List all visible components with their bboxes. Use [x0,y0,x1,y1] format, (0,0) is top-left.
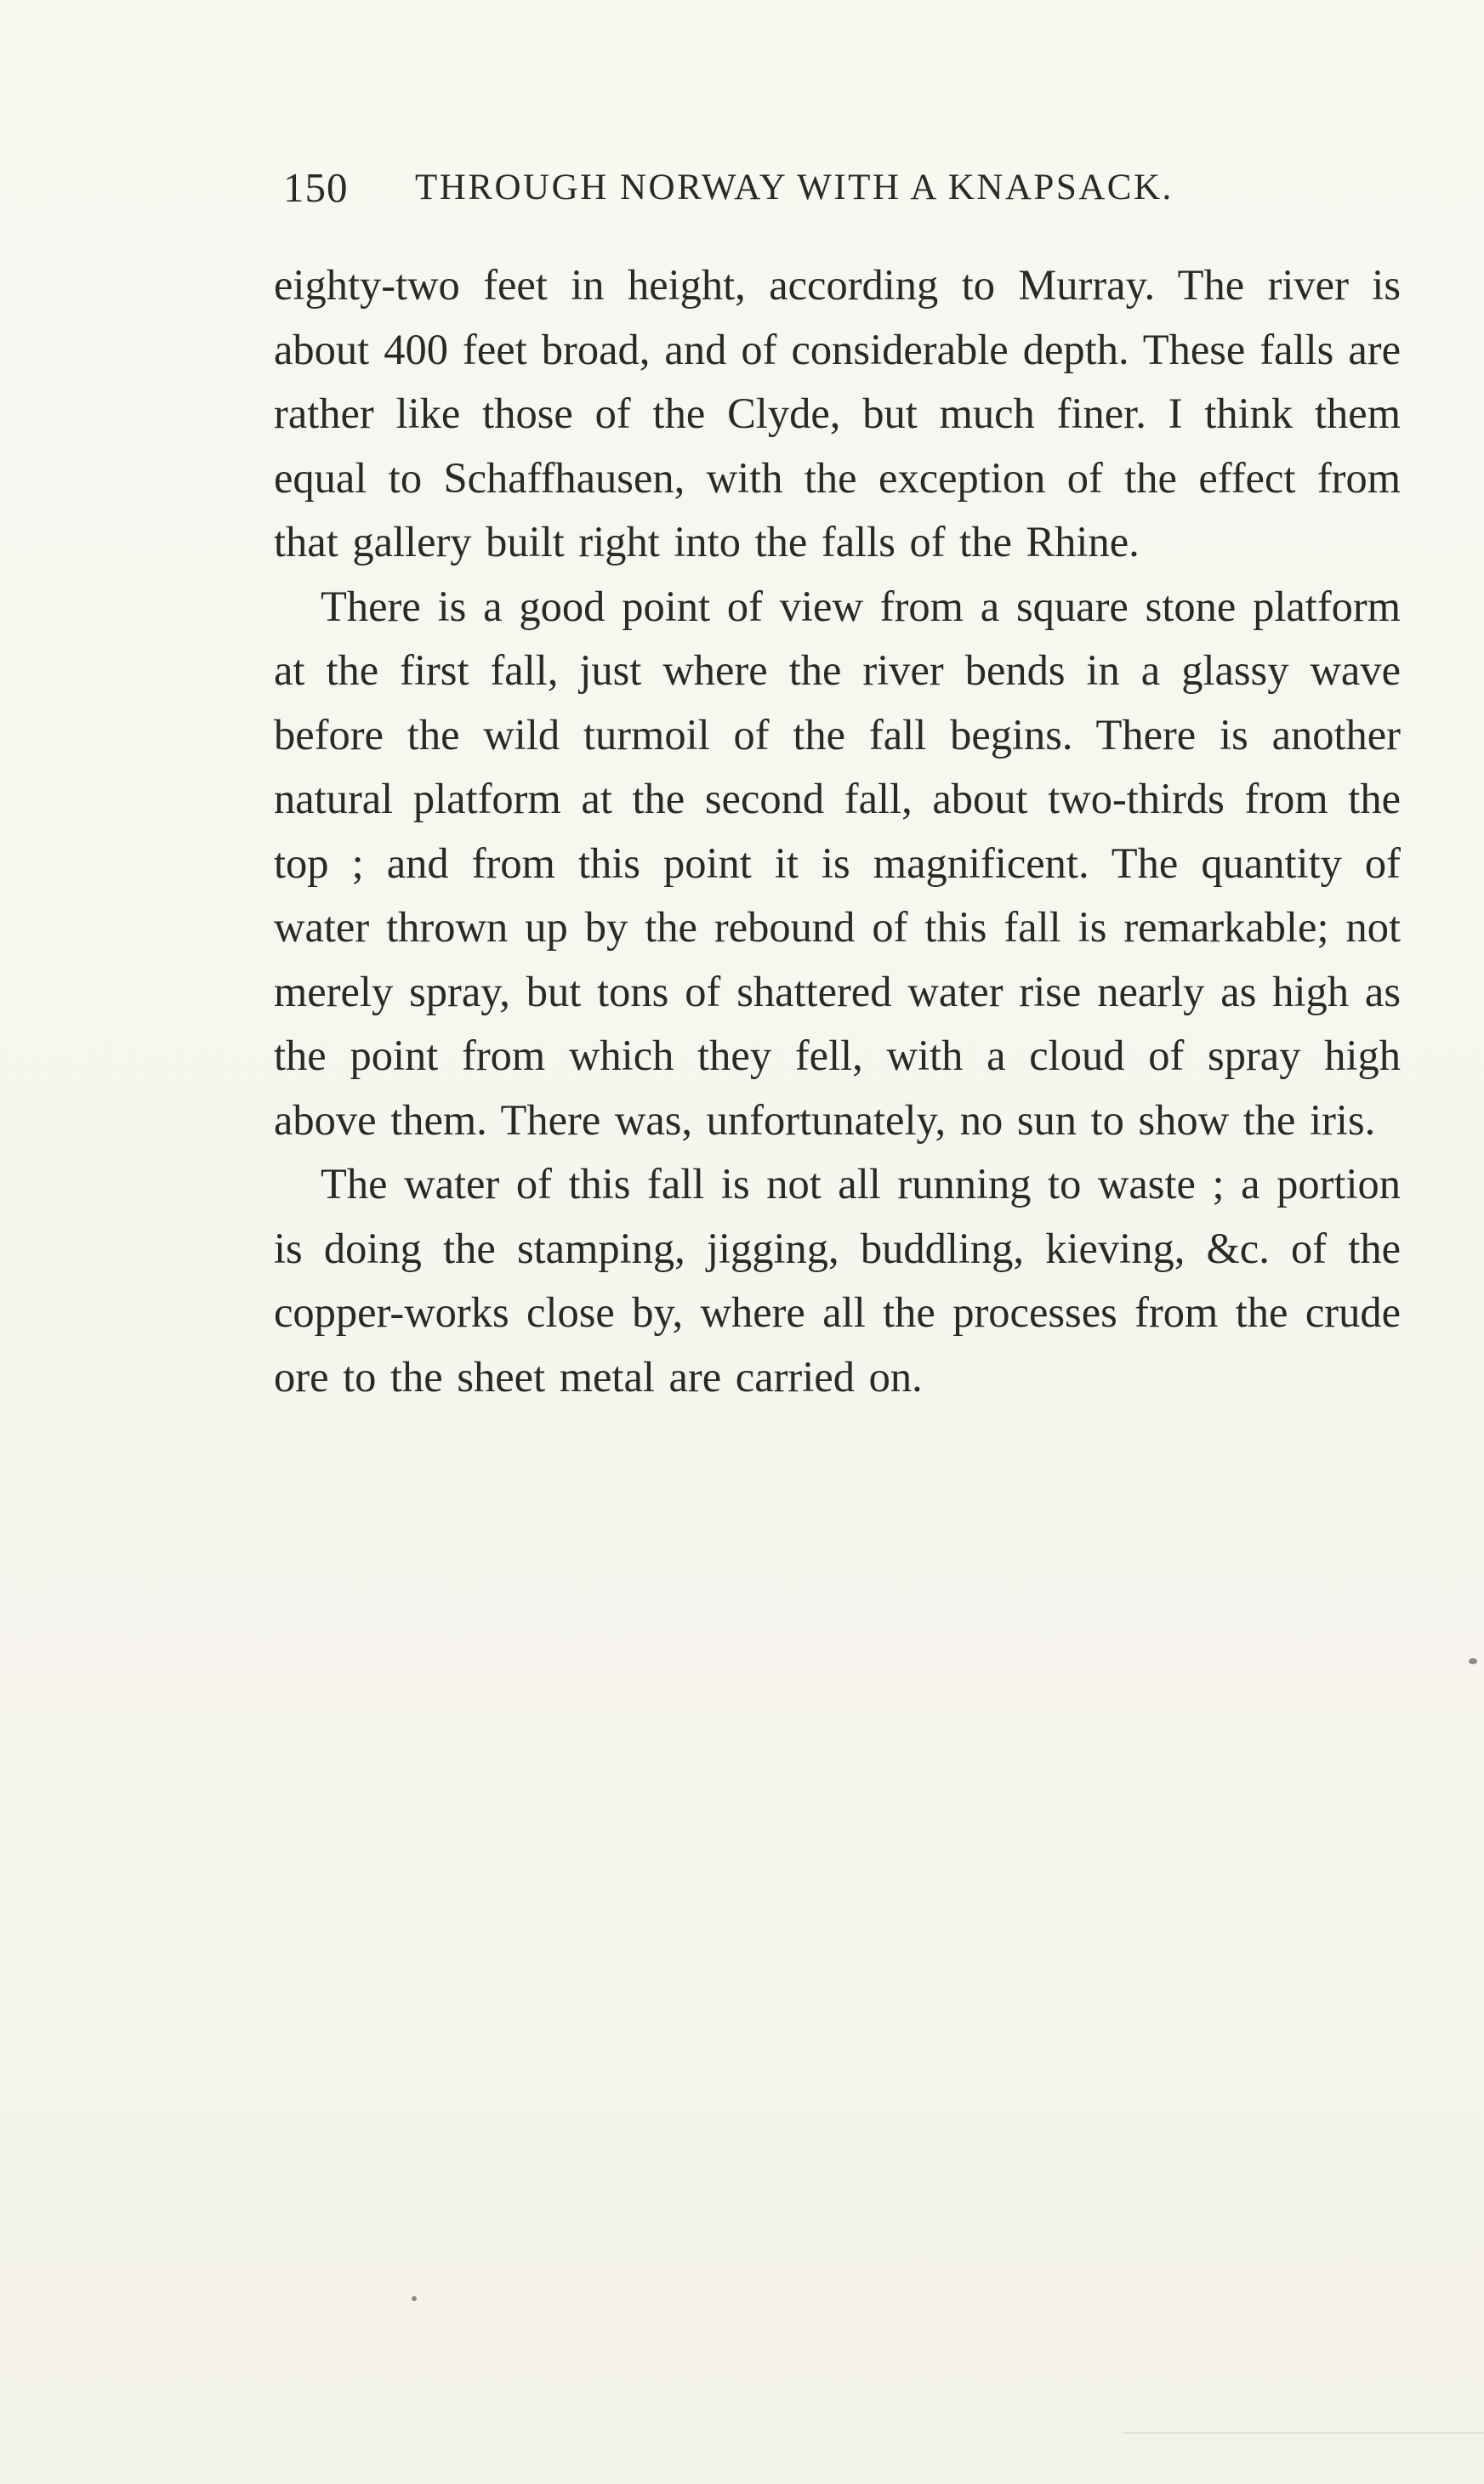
page-body [274,253,1401,1409]
running-title: THROUGH NORWAY WITH A KNAPSACK. [415,168,1174,207]
page-header [283,163,1329,223]
paragraph-1: eighty-two feet in height, according to Murray. The river is about 400 feet broad, and of considerable depth. These falls are rather like those of the Clyde, but much finer. I think them equal to Schaffhausen, with the exception of the effect from that gallery built right into the falls of the Rhine. [274,261,1401,566]
ink-speck [1469,1658,1477,1664]
paragraph-3: The water of this fall is not all running to waste ; a portion is doing the stamping, jigging, buddling, kieving, &c. of the copper-works close by, where all the processes from the crude ore to the sheet metal are carried on. [274,1160,1401,1401]
page-edge-line [1123,2432,1484,2434]
paragraph-2: There is a good point of view from a square stone platform at the first fall, just where the river bends in a glassy wave before the wild turmoil of the fall begins. There is another natural platform at the second fall, about two-thirds from the top ; and from this point it is magnificent. The quantity of water thrown up by the rebound of this fall is remarkable; not merely spray, but tons of shattered water rise nearly as high as the point from which they fell, with a cloud of spray high above them. There was, unfortunately, no sun to show the iris. [274,582,1401,1144]
page-number: 150 [283,164,349,211]
ink-speck [412,2296,417,2301]
